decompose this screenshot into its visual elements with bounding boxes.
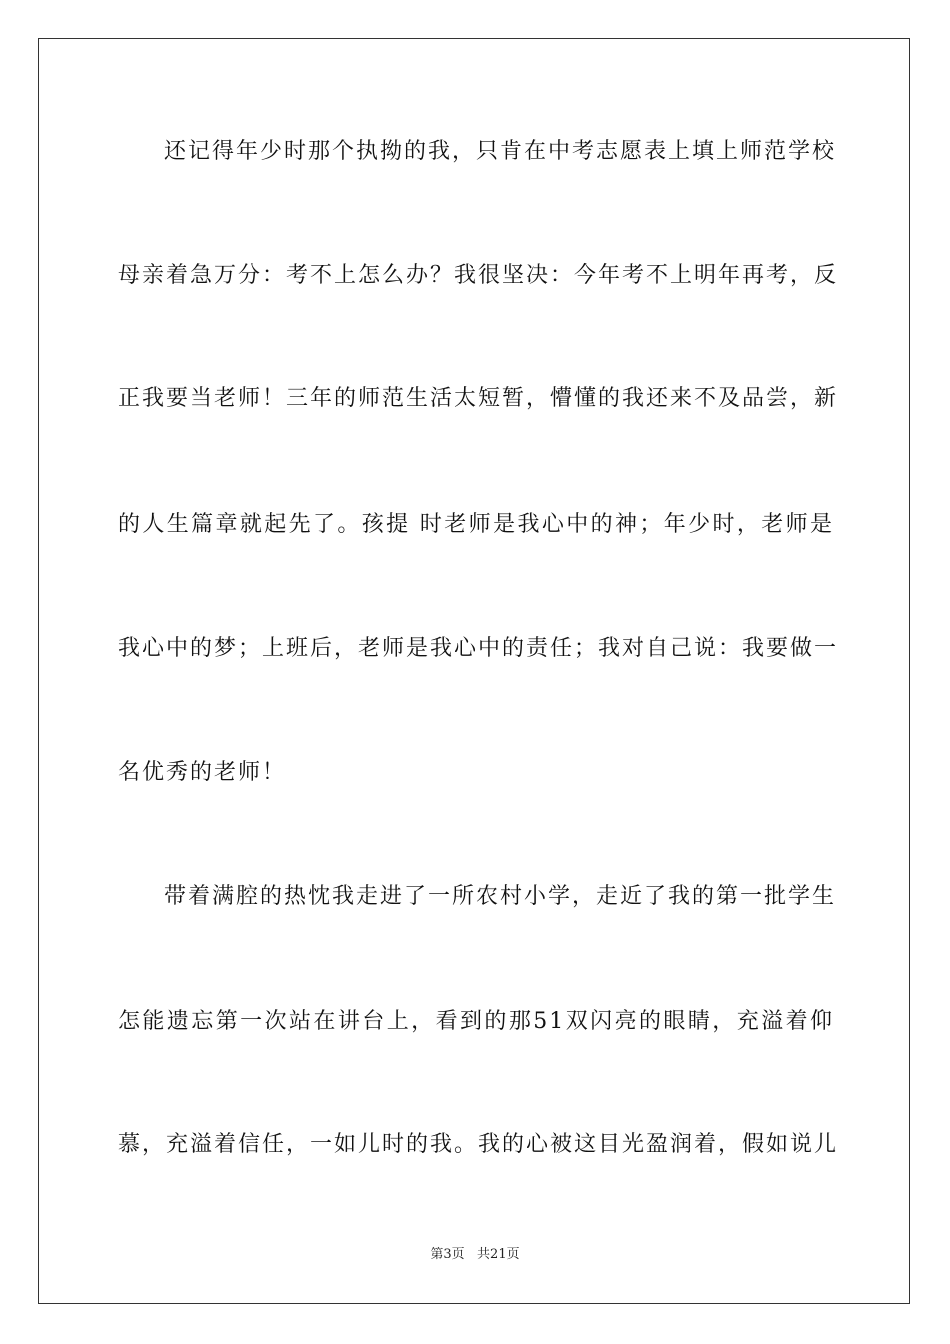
text-line-3: 正我要当老师！三年的师范生活太短暂，懵懂的我还来不及品尝，新 (118, 386, 839, 411)
text-line-7: 带着满腔的热忱我走进了一所农村小学，走近了我的第一批学生 (164, 884, 837, 909)
text-line-9: 慕，充溢着信任，一如儿时的我。我的心被这目光盈润着，假如说儿 (118, 1132, 839, 1157)
page-border (38, 38, 910, 1304)
text-line-1: 还记得年少时那个执拗的我，只肯在中考志愿表上填上师范学校 (164, 139, 837, 164)
text-line-5: 我心中的梦；上班后，老师是我心中的责任；我对自己说：我要做一 (118, 636, 839, 661)
text-line-6: 名优秀的老师！ (118, 760, 287, 785)
text-line-8: 怎能遗忘第一次站在讲台上，看到的那51双闪亮的眼睛，充溢着仰 (118, 1009, 834, 1034)
text-line-2: 母亲着急万分：考不上怎么办？我很坚决：今年考不上明年再考，反 (118, 263, 839, 288)
text-line-4: 的人生篇章就起先了。孩提 时老师是我心中的神；年少时，老师是 (118, 512, 834, 537)
page-number-footer: 第3页 共21页 (430, 1247, 520, 1262)
